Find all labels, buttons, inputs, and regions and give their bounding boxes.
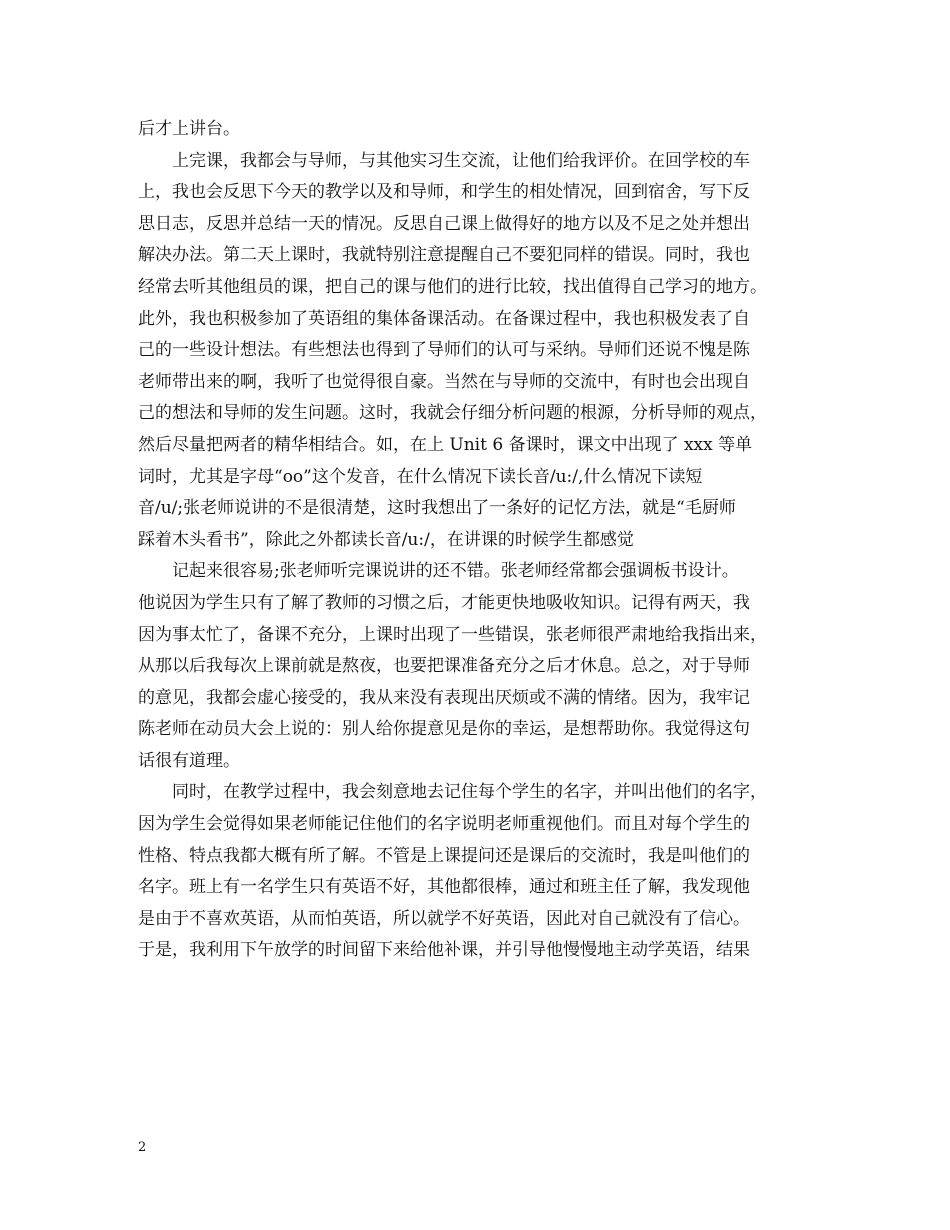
text-line: 己的一些设计想法。有些想法也得到了导师们的认可与采纳。导师们还说不愧是陈 bbox=[138, 340, 750, 361]
paragraph bbox=[138, 777, 818, 967]
text-line: 然后尽量把两者的精华相结合。如，在上 Unit 6 备课时，课文中出现了 xxx 等单 bbox=[138, 434, 753, 455]
text-line: 记起来很容易;张老师听完课说讲的还不错。张老师经常都会强调板书设计。 bbox=[172, 561, 739, 582]
document-body bbox=[138, 114, 818, 967]
text-line: 上完课，我都会与导师，与其他实习生交流，让他们给我评价。在回学校的车 bbox=[172, 150, 750, 171]
text-line: 音/u/;张老师说讲的不是很清楚，这时我想出了一条好的记忆方法，就是“毛厨师 bbox=[138, 498, 736, 519]
text-line: 此外，我也积极参加了英语组的集体备课活动。在备课过程中，我也积极发表了自 bbox=[138, 308, 750, 329]
text-line: 上，我也会反思下今天的教学以及和导师，和学生的相处情况，回到宿舍，写下反 bbox=[138, 182, 750, 203]
text-line: 因为事太忙了，备课不充分，上课时出现了一些错误，张老师很严肃地给我指出来， bbox=[138, 624, 767, 645]
page-number: 2 bbox=[138, 1140, 147, 1155]
text-line: 性格、特点我都大概有所了解。不管是上课提问还是课后的交流时，我是叫他们的 bbox=[138, 845, 750, 866]
text-line: 经常去听其他组员的课，把自己的课与他们的进行比较，找出值得自己学习的地方。 bbox=[138, 276, 767, 297]
text-line: 己的想法和导师的发生问题。这时，我就会仔细分析问题的根源，分析导师的观点， bbox=[138, 403, 767, 424]
text-line: 踩着木头看书”，除此之外都读长音/u:/，在讲课的时候学生都感觉 bbox=[138, 529, 634, 550]
text-line: 后才上讲台。 bbox=[138, 119, 240, 139]
text-line: 他说因为学生只有了解了教师的习惯之后，才能更快地吸收知识。记得有两天，我 bbox=[138, 592, 750, 613]
paragraph bbox=[138, 556, 818, 777]
paragraph bbox=[138, 146, 818, 557]
text-line: 话很有道理。 bbox=[138, 750, 240, 771]
text-line: 因为学生会觉得如果老师能记住他们的名字说明老师重视他们。而且对每个学生的 bbox=[138, 814, 750, 835]
text-line: 老师带出来的啊，我听了也觉得很自豪。当然在与导师的交流中，有时也会出现自 bbox=[138, 371, 750, 392]
paragraph bbox=[138, 114, 818, 146]
text-line: 名字。班上有一名学生只有英语不好，其他都很棒，通过和班主任了解，我发现他 bbox=[138, 877, 750, 898]
text-line: 是由于不喜欢英语，从而怕英语，所以就学不好英语，因此对自己就没有了信心。 bbox=[138, 908, 750, 929]
text-line: 词时，尤其是字母“oo”这个发音，在什么情况下读长音/u:/,什么情况下读短 bbox=[138, 466, 703, 487]
text-line: 思日志，反思并总结一天的情况。反思自己课上做得好的地方以及不足之处并想出 bbox=[138, 213, 750, 234]
text-line: 的意见，我都会虚心接受的，我从来没有表现出厌烦或不满的情绪。因为，我牢记 bbox=[138, 687, 750, 708]
text-line: 从那以后我每次上课前就是熬夜，也要把课准备充分之后才休息。总之，对于导师 bbox=[138, 656, 750, 677]
text-line: 同时，在教学过程中，我会刻意地去记住每个学生的名字，并叫出他们的名字， bbox=[172, 782, 767, 803]
text-line: 解决办法。第二天上课时，我就特别注意提醒自己不要犯同样的错误。同时，我也 bbox=[138, 245, 750, 266]
text-line: 于是，我利用下午放学的时间留下来给他补课，并引导他慢慢地主动学英语，结果 bbox=[138, 940, 750, 961]
text-line: 陈老师在动员大会上说的：别人给你提意见是你的幸运，是想帮助你。我觉得这句 bbox=[138, 719, 750, 740]
